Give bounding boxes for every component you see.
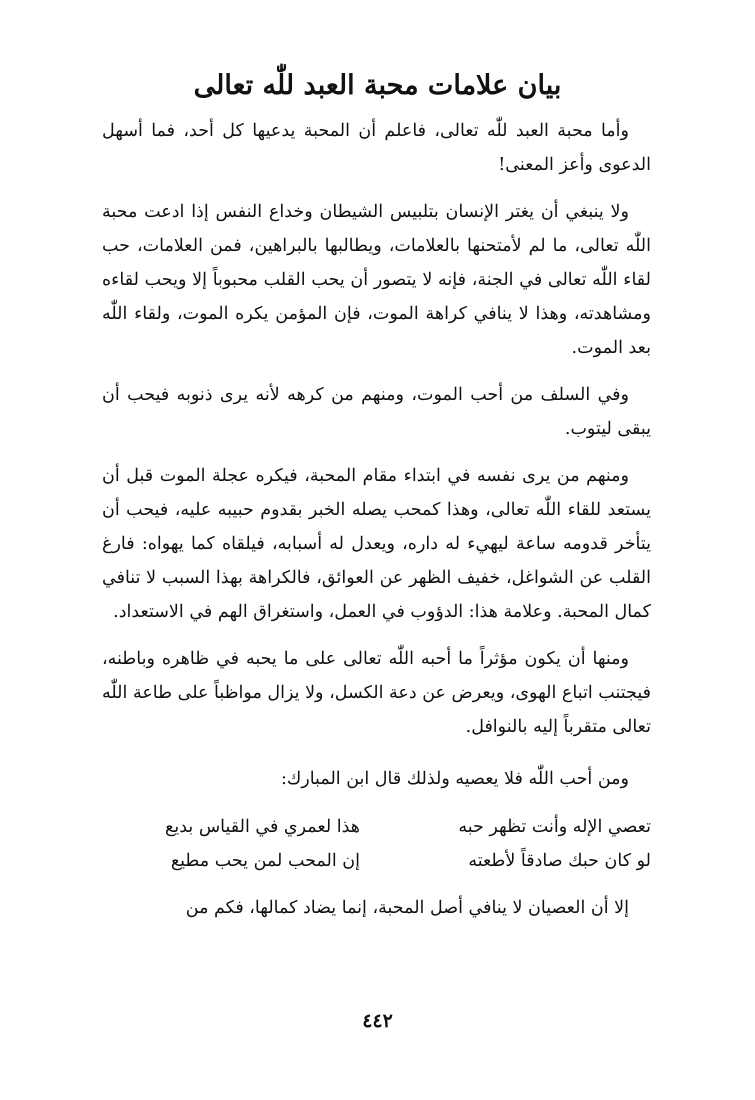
body-text bbox=[102, 114, 651, 925]
page-number: ٤٤٢ bbox=[362, 1010, 393, 1032]
verse-1-first-hemistich: تعصي الإله وأنت تظهر حبه bbox=[458, 817, 651, 837]
verse-1-second-hemistich: هذا لعمري في القياس بديع bbox=[165, 817, 361, 837]
verse-intro: ومن أحب اللّٰه فلا يعصيه ولذلك قال ابن المبارك: bbox=[280, 769, 629, 789]
paragraph-1: وأما محبة العبد للّٰه تعالى، فاعلم أن المحبة يدعيها كل أحد، فما أسهل الدعوى وأعز المعنى! bbox=[102, 121, 651, 175]
paragraph-3: وفي السلف من أحب الموت، ومنهم من كرهه لأنه يرى ذنوبه فيحب أن يبقى ليتوب. bbox=[102, 385, 651, 439]
verse-line-1 bbox=[102, 810, 651, 844]
paragraph-5: ومنها أن يكون مؤثراً ما أحبه اللّٰه تعالى على ما يحبه في ظاهره وباطنه، فيجتنب اتباع الهوى، ويعرض عن دعة الكسل، ولا يزال مواظباً على طاعة اللّٰه تعالى متقرباً إليه بالنوافل. bbox=[102, 649, 651, 737]
poem-verses bbox=[102, 810, 651, 878]
verse-line-2 bbox=[102, 844, 651, 878]
verse-2-first-hemistich: لو كان حبك صادقاً لأطعته bbox=[468, 851, 651, 871]
paragraph-4: ومنهم من يرى نفسه في ابتداء مقام المحبة، فيكره عجلة الموت قبل أن يستعد للقاء اللّٰه تعالى، وهذا كمحب يصله الخبر بقدوم حبيبه عليه، فيحب أن يتأخر قدومه ساعة ليهيء له داره، ويعدل له أسبابه، فيلقاه كما يهواه: فارغ القلب عن الشواغل، خفيف الظهر عن العوائق، فالكراهة بهذا السبب لا تنافي كمال المحبة. وعلامة هذا: الدؤوب في العمل، واستغراق الهم في الاستعداد. bbox=[102, 466, 651, 622]
paragraph-2: ولا ينبغي أن يغتر الإنسان بتلبيس الشيطان وخداع النفس إذا ادعت محبة اللّٰه تعالى، ما لم لأمتحنها بالعلامات، ويطالبها بالبراهين، فمن العلامات، حب لقاء اللّٰه تعالى في الجنة، فإنه لا يتصور أن يحب القلب محبوباً إلا ويحب لقاءه ومشاهدته، وهذا لا ينافي كراهة الموت، فإن المؤمن يكره الموت، ولقاء اللّٰه بعد الموت. bbox=[102, 202, 651, 358]
section-title: بيان علامات محبة العبد للّٰه تعالى bbox=[193, 70, 562, 101]
verse-2-second-hemistich: إن المحب لمن يحب مطيع bbox=[170, 851, 361, 871]
closing-line: إلا أن العصيان لا ينافي أصل المحبة، إنما يضاد كمالها، فكم من bbox=[185, 898, 629, 918]
